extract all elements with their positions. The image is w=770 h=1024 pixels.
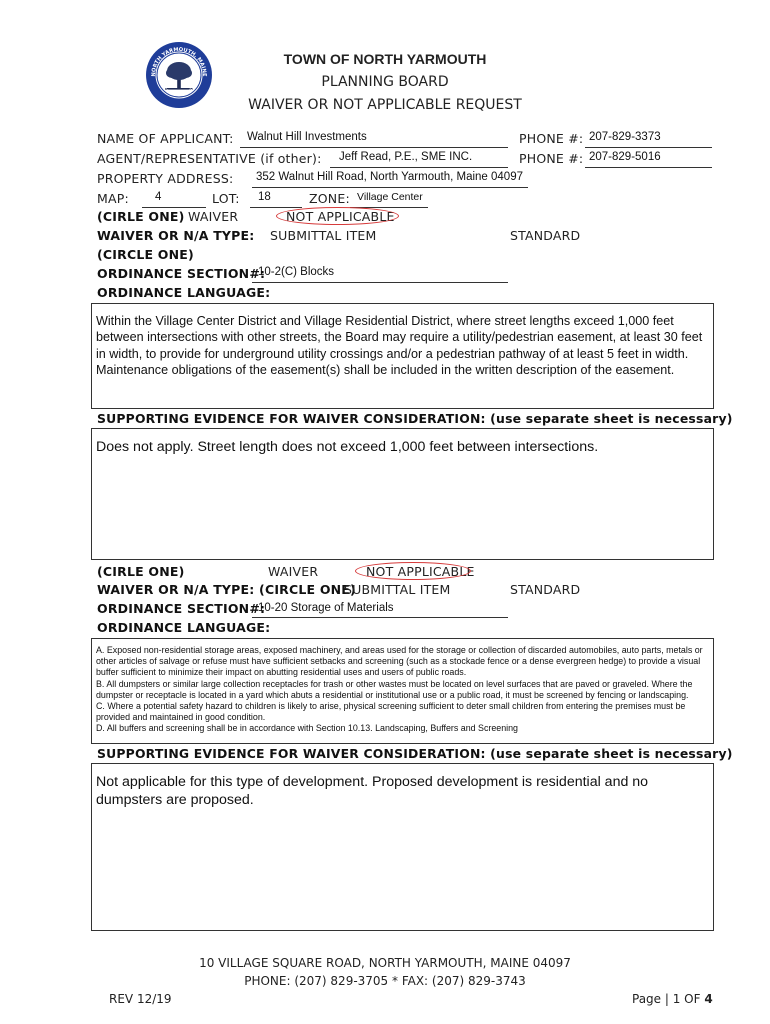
page-number [632,992,713,1006]
header-subtitle: PLANNING BOARD [321,74,449,90]
phone1-field[interactable]: 207-829-3373 [589,131,661,143]
property-address-underline [252,187,528,188]
standard-option[interactable]: STANDARD [510,228,581,243]
page-number-prefix: Page | 1 OF [632,992,701,1006]
phone2-label: PHONE #: [519,151,584,166]
property-address-field[interactable]: 352 Walnut Hill Road, North Yarmouth, Maine 04097 [256,171,523,183]
ordinance-section-field-section2[interactable]: 10-20 Storage of Materials [258,602,394,614]
circle-one-label-2: (CIRCLE ONE) [97,247,194,262]
waiver-type-label-section2: WAIVER OR N/A TYPE: (CIRCLE ONE) [97,582,356,597]
revision-label: REV 12/19 [109,992,172,1006]
ordinance-section-field[interactable]: 10-2(C) Blocks [258,266,335,278]
ordinance-section-underline-section2 [252,617,508,618]
agent-field[interactable]: Jeff Read, P.E., SME INC. [339,151,473,163]
ordinance-paragraph: C. Where a potential safety hazard to children is likely to arise, physical screening sufficient to deter small children from entering the premises must be provided and maintained in good condition. [96,701,686,723]
applicant-name-label: NAME OF APPLICANT: [97,131,234,146]
not-applicable-option-section2[interactable]: NOT APPLICABLE [366,564,475,579]
svg-text:NORTH YARMOUTH, MAINE: NORTH YARMOUTH, MAINE [150,46,208,77]
circle-one-label-section2: (CIRLE ONE) [97,564,185,579]
page-total: 4 [704,992,713,1006]
ordinance-language-label-section2: ORDINANCE LANGUAGE: [97,620,271,635]
phone2-underline [585,167,712,168]
lot-underline [250,207,302,208]
waiver-option-section2[interactable]: WAIVER [268,564,319,579]
map-field[interactable]: 4 [155,191,162,203]
ordinance-paragraph: B. All dumpsters or similar large collection receptacles for trash or other wastes must be located on level surfaces that are paved or graveled. Where the dumpster or receptacle is located in a yard which abuts a residential or institutional use or a public road, it must be screened by fencing or landscaping. [96,678,693,700]
zone-label: ZONE: [309,191,350,206]
evidence-box-section2[interactable] [91,763,714,931]
evidence-text: Does not apply. Street length does not exceed 1,000 feet between intersections. [96,439,599,455]
circle-one-label: (CIRLE ONE) [97,209,185,224]
selection-circle [276,207,399,225]
evidence-box[interactable] [91,428,714,560]
phone1-label: PHONE #: [519,131,584,146]
ordinance-language-box-section2[interactable] [91,638,714,744]
ordinance-section-label: ORDINANCE SECTION#: [97,266,266,281]
ordinance-paragraph: A. Exposed non-residential storage areas, exposed machinery, and areas used for the storage or collection of discarded automobiles, auto parts, metals or other articles of salvage or refuse must have sufficient setbacks and screening (such as a stockade fence or a dense evergreen hedge) to provide a visual buffer sufficient to minimize their impact on abutting residential uses and users of public roads. [96,645,703,678]
header-form-name: WAIVER OR NOT APPLICABLE REQUEST [248,97,522,113]
applicant-name-field[interactable]: Walnut Hill Investments [247,131,367,143]
ordinance-section-label-section2: ORDINANCE SECTION#: [97,601,266,616]
phone2-field[interactable]: 207-829-5016 [589,151,661,163]
ordinance-language-box[interactable] [91,303,714,409]
evidence-label: SUPPORTING EVIDENCE FOR WAIVER CONSIDERATION: (use separate sheet is necessary) [97,411,733,426]
footer-phone-fax: PHONE: (207) 829-3705 * FAX: (207) 829-3743 [244,974,526,988]
not-applicable-option[interactable]: NOT APPLICABLE [286,209,395,224]
submittal-item-option[interactable]: SUBMITTAL ITEM [270,228,377,243]
selection-circle-section2 [355,562,471,580]
svg-text:Incorporated 1680: Incorporated 1680 [159,83,199,98]
standard-option-section2[interactable]: STANDARD [510,582,581,597]
phone1-underline [585,147,712,148]
submittal-item-option-section2[interactable]: SUBMITTAL ITEM [344,582,451,597]
ordinance-language-label: ORDINANCE LANGUAGE: [97,285,271,300]
waiver-type-label: WAIVER OR N/A TYPE: [97,228,255,243]
ordinance-paragraph: D. All buffers and screening shall be in accordance with Section 10.13. Landscaping, Buffers and Screening [96,723,518,734]
applicant-name-underline [240,147,508,148]
waiver-option[interactable]: WAIVER [188,209,239,224]
property-address-label: PROPERTY ADDRESS: [97,171,234,186]
lot-field[interactable]: 18 [258,191,271,203]
ordinance-section-underline [252,282,508,283]
agent-label: AGENT/REPRESENTATIVE (if other): [97,151,322,166]
lot-label: LOT: [212,191,240,206]
map-underline [142,207,206,208]
footer-address: 10 VILLAGE SQUARE ROAD, NORTH YARMOUTH, MAINE 04097 [199,956,571,970]
agent-underline [330,167,508,168]
evidence-label-section2: SUPPORTING EVIDENCE FOR WAIVER CONSIDERATION: (use separate sheet is necessary) [97,746,733,761]
evidence-text-section2: Not applicable for this type of development. Proposed development is residential and no dumpsters are proposed. [96,774,649,808]
zone-field[interactable]: Village Center [357,191,423,203]
map-label: MAP: [97,191,129,206]
ordinance-language-text: Within the Village Center District and Village Residential District, where street lengths exceed 1,000 feet between intersections with other streets, the Board may require a utility/pedestrian easement, at least 30 feet in width, to provide for underground utility crossings and/or a pedestrian pathway of at least 5 feet in width. Maintenance obligations of the easement(s) shall be included in the written description of the easement. [96,314,703,378]
header-title: TOWN OF NORTH YARMOUTH [283,51,487,67]
